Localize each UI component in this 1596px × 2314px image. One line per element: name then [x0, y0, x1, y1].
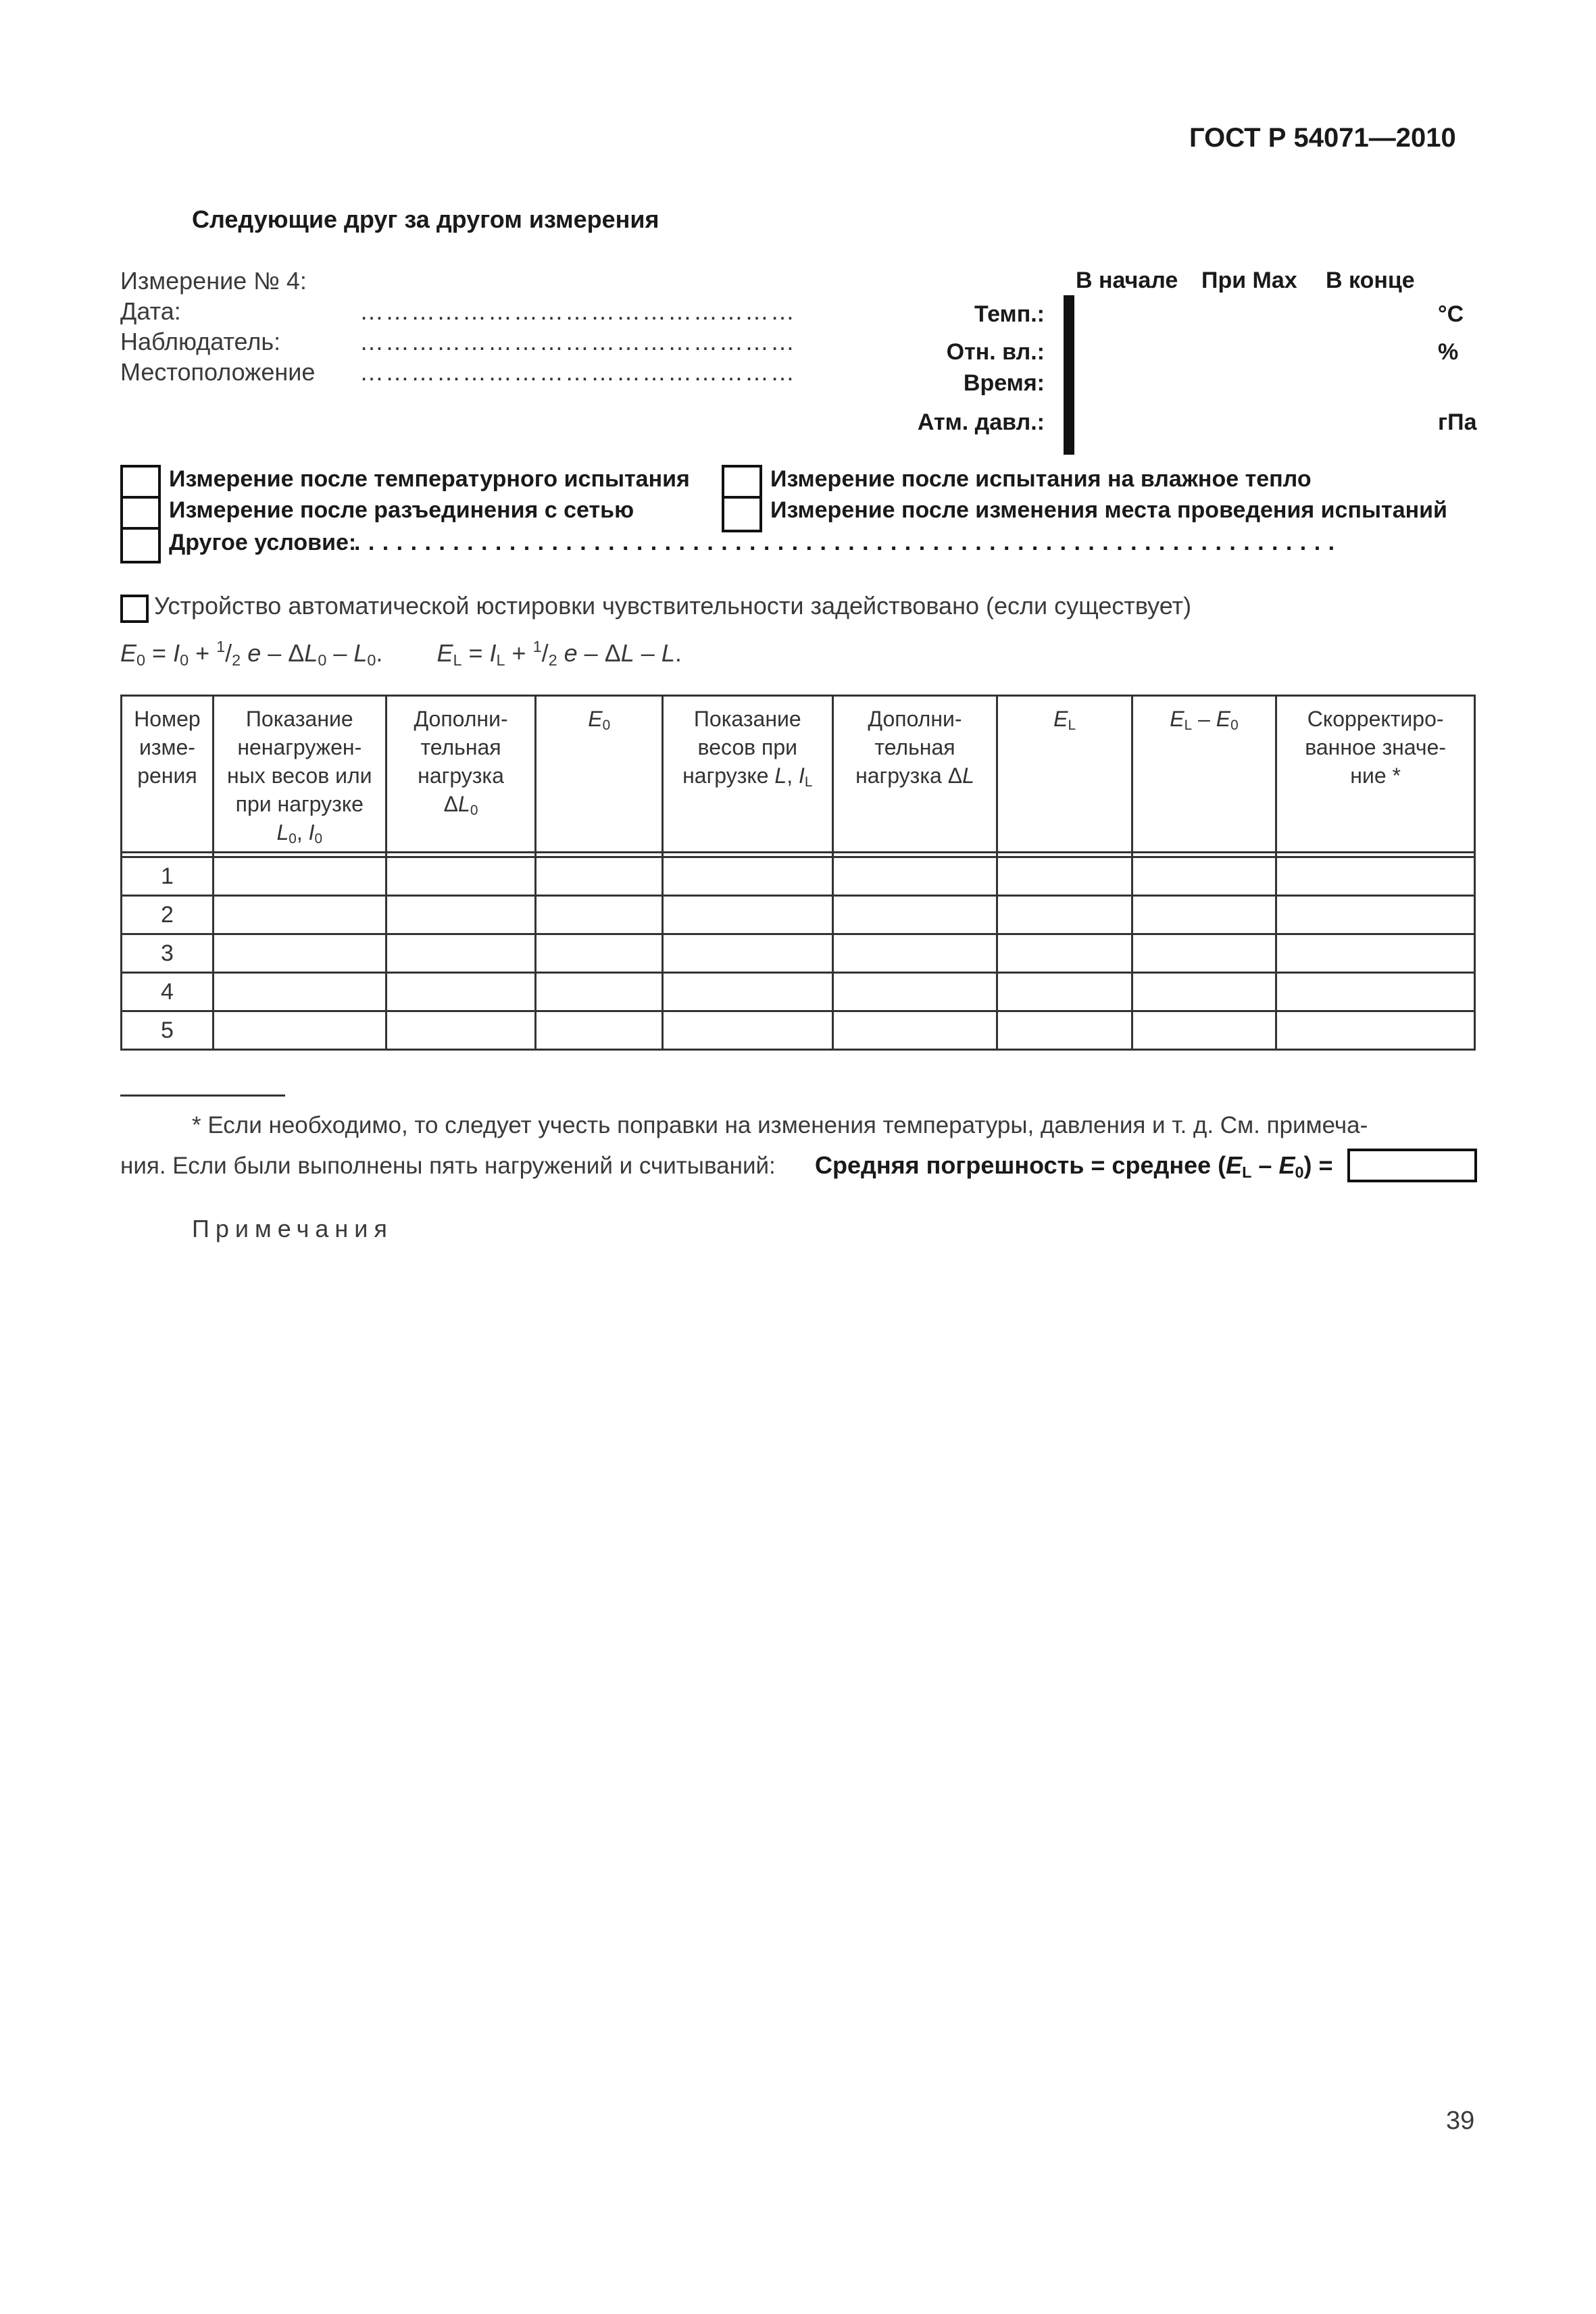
table-cell[interactable] — [386, 896, 536, 934]
notes-title: Примечания — [192, 1215, 393, 1242]
header-extra-load-0: Дополни- тельная нагрузка $\Delta L_0$ — [386, 696, 536, 853]
column-start: В начале — [1076, 268, 1178, 293]
table-cell[interactable] — [1276, 857, 1475, 896]
table-cell[interactable] — [213, 973, 386, 1011]
table-cell[interactable] — [386, 857, 536, 896]
table-cell[interactable] — [386, 1011, 536, 1050]
table-cell[interactable] — [662, 934, 832, 973]
table-cell[interactable] — [536, 896, 663, 934]
formula: $E_0 = I_0 + ^1/_2$ e – $\Delta L_0 - L_0$. $E_L = I_L + ^1/_2$ e – ΔL – L. — [120, 637, 682, 669]
checkbox-after-relocation[interactable] — [722, 496, 762, 532]
row-number: 2 — [122, 896, 214, 934]
table-cell[interactable] — [213, 896, 386, 934]
table-row — [122, 973, 1475, 1011]
header-unloaded: Показание ненагружен- ных весов или при нагрузке $L_0$, $I_0$ — [213, 696, 386, 853]
auto-adjust-label: Устройство автоматической юстировки чувствительности задействовано (если существует) — [154, 592, 1192, 620]
table-cell[interactable] — [662, 1011, 832, 1050]
pressure-label: Атм. давл.: — [917, 409, 1045, 435]
document-standard-number: ГОСТ Р 54071—2010 — [1189, 123, 1456, 153]
table-cell[interactable] — [536, 973, 663, 1011]
section-title: Следующие друг за другом измерения — [192, 205, 659, 233]
table-cell[interactable] — [832, 934, 997, 973]
table-cell[interactable] — [662, 857, 832, 896]
table-row — [122, 1011, 1475, 1050]
average-error-field[interactable] — [1347, 1149, 1477, 1182]
header-el-e0: $E_L - E_0$ — [1132, 696, 1276, 853]
footnote-line-2: ния. Если были выполнены пять нагружений и считываний: — [120, 1153, 776, 1179]
observer-field[interactable]: …………………………………………… — [359, 328, 796, 355]
measurement-label: Измерение № 4: — [120, 267, 307, 295]
row-number: 1 — [122, 857, 214, 896]
table-cell[interactable] — [662, 896, 832, 934]
table-cell[interactable] — [1132, 1011, 1276, 1050]
header-double-rule — [122, 853, 1475, 857]
table-cell[interactable] — [997, 1011, 1132, 1050]
time-end-cell — [1070, 375, 1073, 414]
table-cell[interactable] — [832, 973, 997, 1011]
checkbox-auto-adjust[interactable] — [120, 595, 149, 623]
humidity-unit: % — [1438, 339, 1459, 365]
after-humidity-label: Измерение после испытания на влажное тепло — [770, 466, 1312, 492]
page-number: 39 — [1446, 2107, 1475, 2135]
header-extra-load: Дополни- тельная нагрузка ΔL — [832, 696, 997, 853]
header-corrected: Скорректиро- ванное значе- ние * — [1276, 696, 1475, 853]
after-relocation-label: Измерение после изменения места проведения испытаний — [770, 497, 1447, 523]
table-cell[interactable] — [997, 896, 1132, 934]
average-error-label: Средняя погрешность = среднее $(E_L - E_0)$ = — [815, 1151, 1333, 1181]
table-cell[interactable] — [1276, 1011, 1475, 1050]
table-cell[interactable] — [832, 857, 997, 896]
header-e0: $E_0$ — [536, 696, 663, 853]
temp-label: Темп.: — [974, 301, 1045, 327]
table-cell[interactable] — [997, 934, 1132, 973]
header-loaded: Показание весов при нагрузке L, $I_L$ — [662, 696, 832, 853]
header-number: Номер изме- рения — [122, 696, 214, 853]
table-cell[interactable] — [1276, 973, 1475, 1011]
measurement-table — [120, 695, 1476, 1051]
after-disconnect-label: Измерение после разъединения с сетью — [169, 497, 634, 523]
table-cell[interactable] — [536, 934, 663, 973]
after-temp-label: Измерение после температурного испытания — [169, 466, 690, 492]
other-condition-field[interactable]: . . . . . . . . . . . . . . . . . . . . . . . . . . . . . . . . . . . . . . . . . . . . . . . . . . . . . . . . . . . . . . . . . . . . . . — [354, 530, 1336, 555]
table-row — [122, 857, 1475, 896]
table-row — [122, 896, 1475, 934]
checkbox-other[interactable] — [120, 527, 161, 563]
column-end: В конце — [1326, 268, 1415, 293]
humidity-label: Отн. вл.: — [946, 339, 1045, 365]
row-number: 3 — [122, 934, 214, 973]
table-cell[interactable] — [997, 973, 1132, 1011]
temp-end-cell — [1070, 297, 1073, 336]
table-cell[interactable] — [213, 1011, 386, 1050]
table-cell[interactable] — [997, 857, 1132, 896]
table-cell[interactable] — [832, 1011, 997, 1050]
pressure-end-cell — [1070, 414, 1073, 453]
other-condition-label: Другое условие: — [169, 530, 357, 555]
footnote-line-1: * Если необходимо, то следует учесть поправки на изменения температуры, давления и т. д. См. примеча- — [192, 1112, 1368, 1138]
table-cell[interactable] — [1132, 896, 1276, 934]
humidity-end-cell — [1070, 336, 1073, 375]
table-cell[interactable] — [536, 857, 663, 896]
header-el: $E_L$ — [997, 696, 1132, 853]
table-cell[interactable] — [1132, 857, 1276, 896]
table-cell[interactable] — [1276, 934, 1475, 973]
table-cell[interactable] — [536, 1011, 663, 1050]
table-cell[interactable] — [1276, 896, 1475, 934]
location-label: Местоположение — [120, 358, 316, 386]
table-cell[interactable] — [213, 934, 386, 973]
date-field[interactable]: …………………………………………… — [359, 297, 796, 325]
table-cell[interactable] — [662, 973, 832, 1011]
footnote-rule — [120, 1095, 285, 1097]
column-max: При Max — [1201, 268, 1297, 293]
table-cell[interactable] — [213, 857, 386, 896]
table-row — [122, 934, 1475, 973]
table-cell[interactable] — [386, 934, 536, 973]
table-cell[interactable] — [386, 973, 536, 1011]
location-field[interactable]: …………………………………………… — [359, 358, 796, 386]
pressure-unit: гПа — [1438, 409, 1477, 435]
date-label: Дата: — [120, 297, 181, 325]
table-cell[interactable] — [1132, 934, 1276, 973]
table-cell[interactable] — [832, 896, 997, 934]
time-label: Время: — [963, 370, 1045, 396]
row-number: 4 — [122, 973, 214, 1011]
table-cell[interactable] — [1132, 973, 1276, 1011]
observer-label: Наблюдатель: — [120, 328, 281, 355]
temp-unit: °C — [1438, 301, 1464, 327]
row-number: 5 — [122, 1011, 214, 1050]
